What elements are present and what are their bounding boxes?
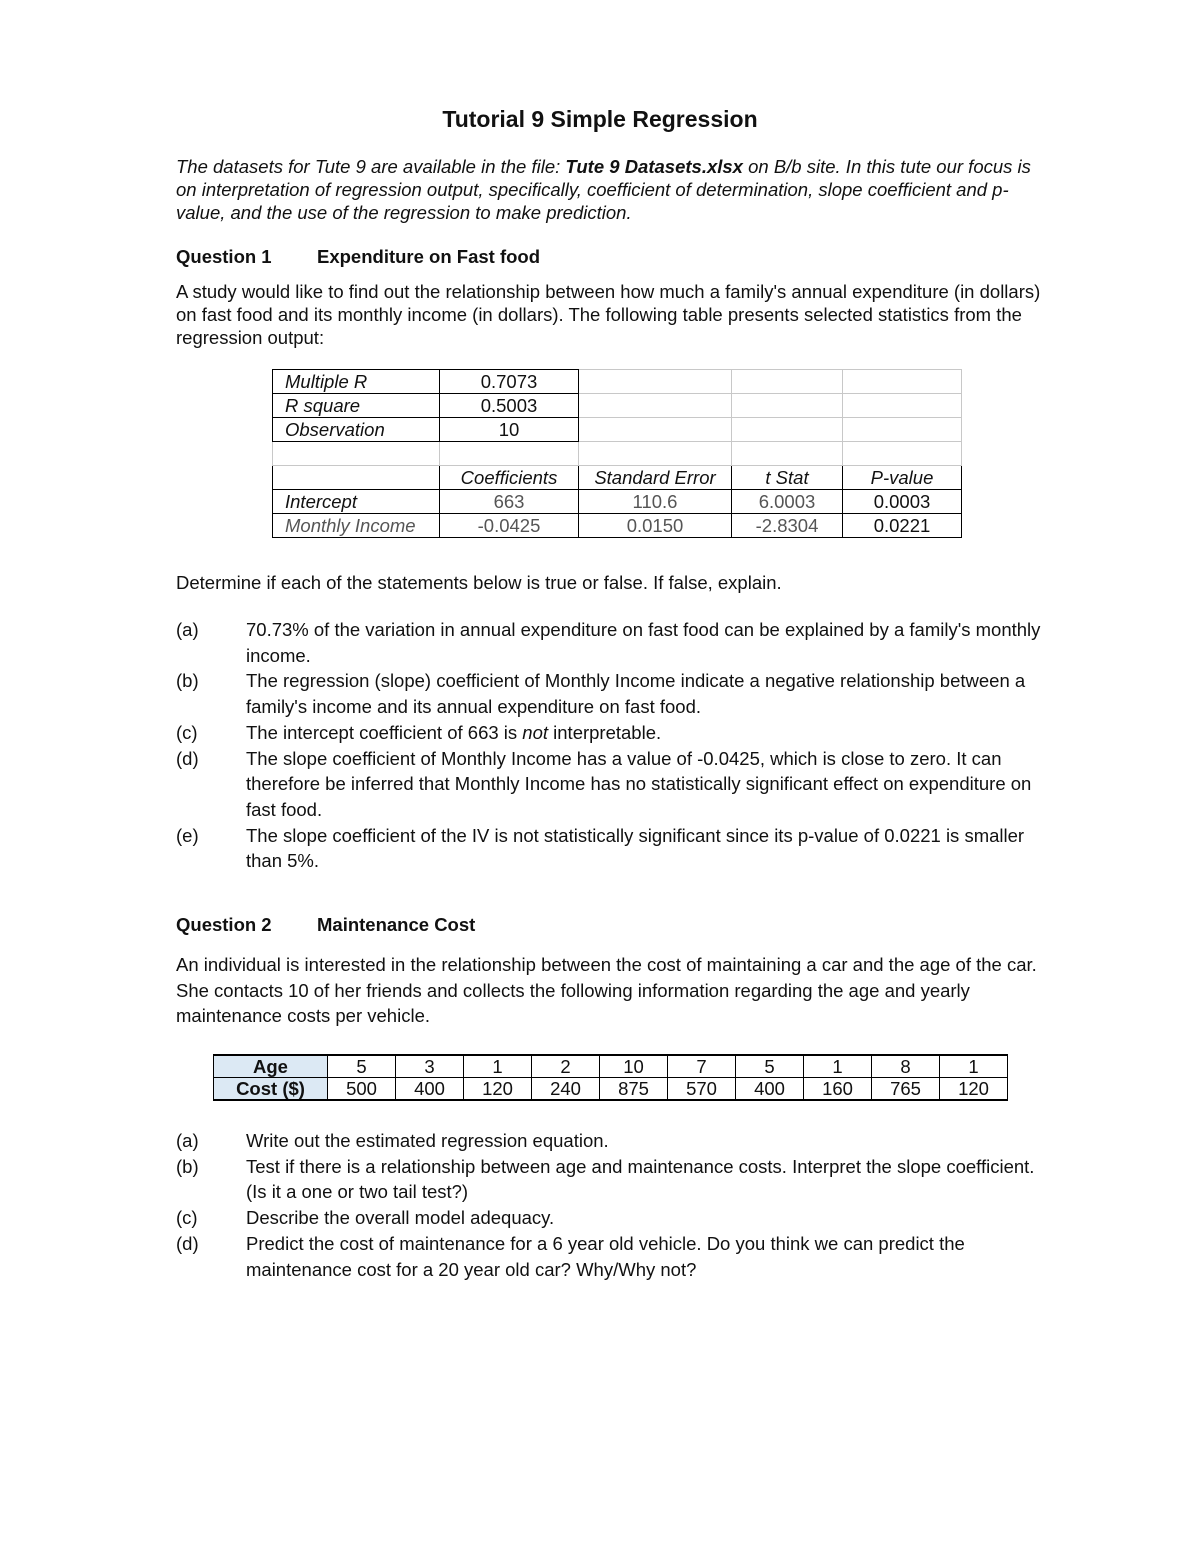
question-2-description: An individual is interested in the relationship between the cost of maintaining a car and the age of the car. She contacts 10 of her friends and collects the following information regarding the age and yearly maintenance costs per vehicle. bbox=[176, 954, 1037, 1026]
age-cell: 2 bbox=[532, 1055, 600, 1078]
column-header: Coefficients bbox=[440, 466, 579, 490]
question-1-instruction: Determine if each of the statements below is true or false. If false, explain. bbox=[176, 572, 782, 593]
question-1-statements bbox=[176, 617, 1056, 874]
list-item bbox=[176, 823, 1056, 874]
column-header: P-value bbox=[843, 466, 962, 490]
age-cost-table bbox=[213, 1054, 1008, 1101]
item-text: 70.73% of the variation in annual expenditure on fast food can be explained by a family's monthly income. bbox=[246, 619, 1041, 666]
list-item bbox=[176, 668, 1056, 719]
stat-value: 0.7073 bbox=[440, 370, 579, 394]
question-2-items bbox=[176, 1128, 1056, 1282]
intro-text-2: on B/b site. In this tute our focus is on interpretation of regression output, specifically, coefficient of determination, slope coefficient and p-value, and the use of the regression to make prediction. bbox=[176, 156, 1031, 223]
cost-cell: 400 bbox=[396, 1078, 464, 1101]
list-item bbox=[176, 1231, 1056, 1282]
list-item bbox=[176, 1205, 1056, 1231]
stat-value: 10 bbox=[440, 418, 579, 442]
stat-label: Multiple R bbox=[273, 370, 440, 394]
question-2-title: Maintenance Cost bbox=[317, 914, 476, 935]
item-text: Write out the estimated regression equation. bbox=[246, 1130, 609, 1151]
item-text: Describe the overall model adequacy. bbox=[246, 1207, 555, 1229]
age-cell: 1 bbox=[464, 1055, 532, 1078]
item-text: The slope coefficient of the IV is not statistically significant since its p-value of 0.0221 is smaller than 5%. bbox=[246, 824, 1025, 872]
cost-cell: 160 bbox=[804, 1078, 872, 1101]
row-header: Cost ($) bbox=[214, 1078, 328, 1101]
column-header: Standard Error bbox=[579, 466, 732, 490]
item-text: Test if there is a relationship between age and maintenance costs. Interpret the slope coefficient. (Is it a one or two tail test?) bbox=[246, 1155, 1035, 1203]
coef-value: 0.0221 bbox=[843, 514, 962, 538]
coef-row-label: Intercept bbox=[273, 490, 440, 514]
table-row bbox=[214, 1055, 1008, 1078]
table-row bbox=[214, 1078, 1008, 1101]
item-label: (d) bbox=[176, 1232, 199, 1254]
coef-value: -2.8304 bbox=[732, 514, 843, 538]
coef-value: 663 bbox=[440, 490, 579, 514]
question-1-heading bbox=[176, 246, 540, 268]
age-cell: 1 bbox=[940, 1055, 1008, 1078]
intro-paragraph bbox=[176, 155, 1036, 224]
item-label: (a) bbox=[176, 1130, 199, 1151]
cost-cell: 765 bbox=[872, 1078, 940, 1101]
age-cell: 5 bbox=[328, 1055, 396, 1078]
list-item bbox=[176, 720, 1056, 746]
item-label: (e) bbox=[176, 824, 199, 846]
page-title: Tutorial 9 Simple Regression bbox=[442, 106, 758, 132]
list-item bbox=[176, 746, 1056, 823]
coef-value: 110.6 bbox=[579, 490, 732, 514]
dataset-filename: Tute 9 Datasets.xlsx bbox=[565, 156, 743, 177]
cost-cell: 875 bbox=[600, 1078, 668, 1101]
list-item bbox=[176, 1154, 1056, 1205]
table-row bbox=[273, 490, 962, 514]
item-label: (b) bbox=[176, 1155, 199, 1177]
age-cell: 10 bbox=[600, 1055, 668, 1078]
item-label: (d) bbox=[176, 747, 199, 769]
item-label: (c) bbox=[176, 721, 198, 743]
item-text: Predict the cost of maintenance for a 6 year old vehicle. Do you think we can predict the maintenance cost for a 20 year old car? Why/Why not? bbox=[246, 1232, 965, 1280]
coef-value: 0.0003 bbox=[843, 490, 962, 514]
question-2-number: Question 2 bbox=[176, 914, 272, 935]
cost-cell: 570 bbox=[668, 1078, 736, 1101]
coef-value: 0.0150 bbox=[579, 514, 732, 538]
age-cell: 7 bbox=[668, 1055, 736, 1078]
table-row bbox=[273, 442, 962, 466]
item-text: The intercept coefficient of 663 is not interpretable. bbox=[246, 721, 662, 743]
list-item bbox=[176, 1128, 1056, 1154]
cost-cell: 120 bbox=[464, 1078, 532, 1101]
emphasis-not: not bbox=[522, 721, 549, 743]
item-label: (a) bbox=[176, 619, 199, 640]
question-2-heading bbox=[176, 914, 475, 936]
coef-value: 6.0003 bbox=[732, 490, 843, 514]
table-row bbox=[273, 370, 962, 394]
age-cell: 1 bbox=[804, 1055, 872, 1078]
cost-cell: 240 bbox=[532, 1078, 600, 1101]
stat-label: R square bbox=[273, 394, 440, 418]
cost-cell: 120 bbox=[940, 1078, 1008, 1101]
question-1-description: A study would like to find out the relationship between how much a family's annual expenditure (in dollars) on fast food and its monthly income (in dollars). The following table presents selected statistics from the regression output: bbox=[176, 281, 1041, 348]
column-header: t Stat bbox=[732, 466, 843, 490]
stat-label: Observation bbox=[273, 418, 440, 442]
item-label: (b) bbox=[176, 670, 199, 692]
age-cell: 3 bbox=[396, 1055, 464, 1078]
table-header-row bbox=[273, 466, 962, 490]
list-item bbox=[176, 617, 1056, 668]
table-row bbox=[273, 418, 962, 442]
coef-value: -0.0425 bbox=[440, 514, 579, 538]
item-label: (c) bbox=[176, 1207, 198, 1229]
age-cell: 8 bbox=[872, 1055, 940, 1078]
table-row bbox=[273, 394, 962, 418]
question-1-title: Expenditure on Fast food bbox=[317, 246, 541, 267]
item-text: The regression (slope) coefficient of Monthly Income indicate a negative relationship between a family's income and its annual expenditure on fast food. bbox=[246, 670, 1026, 718]
cost-cell: 500 bbox=[328, 1078, 396, 1101]
question-1-number: Question 1 bbox=[176, 246, 272, 267]
age-cell: 5 bbox=[736, 1055, 804, 1078]
item-text: The slope coefficient of Monthly Income has a value of -0.0425, which is close to zero. It can therefore be inferred that Monthly Income has no statistically significant effect on expenditure on fast food. bbox=[246, 747, 1032, 820]
table-row bbox=[273, 514, 962, 538]
row-header: Age bbox=[214, 1055, 328, 1078]
stat-value: 0.5003 bbox=[440, 394, 579, 418]
regression-output-table bbox=[272, 369, 962, 538]
cost-cell: 400 bbox=[736, 1078, 804, 1101]
intro-text-1: The datasets for Tute 9 are available in the file: bbox=[176, 156, 566, 177]
coef-row-label: Monthly Income bbox=[273, 514, 440, 538]
